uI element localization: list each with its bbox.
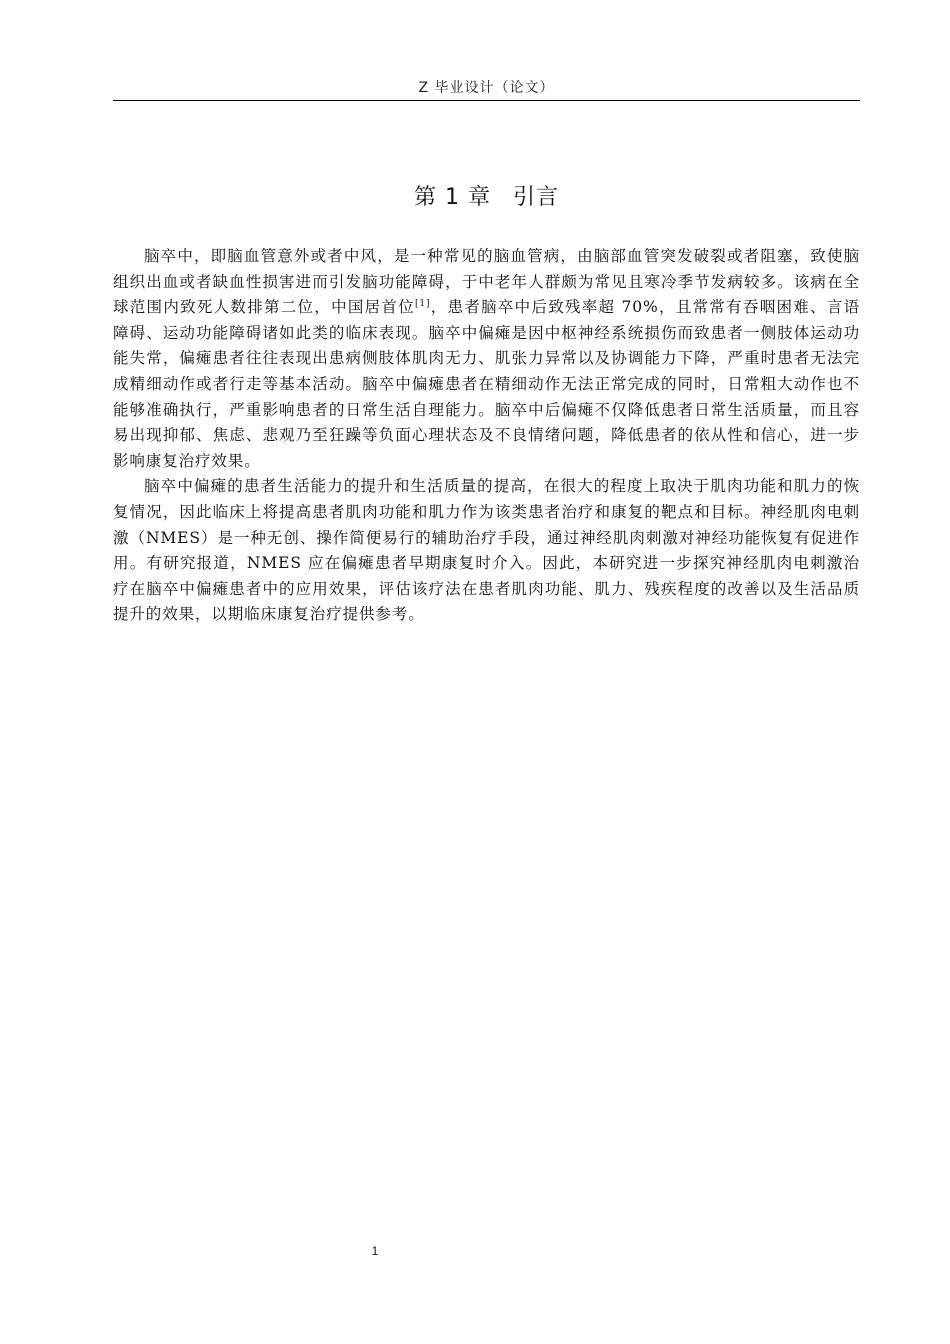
paragraph-2: 脑卒中偏瘫的患者生活能力的提升和生活质量的提高，在很大的程度上取决于肌肉功能和肌力的恢复情况，因此临床上将提高患者肌肉功能和肌力作为该类患者治疗和康复的靶点和目标。神经肌肉电刺激（NMES）是一种无创、操作简便易行的辅助治疗手段，通过神经肌肉刺激对神经功能恢复有促进作用。有研究报道，NMES 应在偏瘫患者早期康复时介入。因此，本研究进一步探究神经肌肉电刺激治疗在脑卒中偏瘫患者中的应用效果，评估该疗法在患者肌肉功能、肌力、残疾程度的改善以及生活品质提升的效果，以期临床康复治疗提供参考。 (113, 477, 860, 624)
paragraph-1-text-a: 脑卒中，即脑血管意外或者中风，是一种常见的脑血管病，由脑部血管突发破裂或者阻塞，致使脑组织出血或者缺血性损害进而引发脑功能障碍，于中老年人群颇为常见且寒冷季节发病较多。该病在全球范围内致死人数排第二位，中国居首位 (113, 247, 860, 317)
header-divider (113, 100, 860, 101)
citation-reference: [1] (414, 299, 431, 310)
chapter-title: 引言 (512, 185, 559, 210)
chapter-heading (113, 180, 860, 211)
paragraph-1 (113, 244, 860, 474)
paragraph-1-text-b: ，患者脑卒中后致残率超 70%，且常常有吞咽困难、言语障碍、运动功能障碍诸如此类的临床表现。脑卒中偏瘫是因中枢神经系统损伤而致患者一侧肢体运动功能失常，偏瘫患者往往表现出患病侧肢体肌肉无力、肌张力异常以及协调能力下降，严重时患者无法完成精细动作或者行走等基本活动。脑卒中偏瘫患者在精细动作无法正常完成的同时，日常粗大动作也不能够准确执行，严重影响患者的日常生活自理能力。脑卒中后偏瘫不仅降低患者日常生活质量，而且容易出现抑郁、焦虑、悲观乃至狂躁等负面心理状态及不良情绪问题，降低患者的依从性和信心，进一步影响康复治疗效果。 (113, 298, 860, 470)
page-number: 1 (371, 1244, 379, 1258)
chapter-number: 第 1 章 (414, 185, 491, 210)
page-header: Z 毕业设计（论文） (418, 80, 555, 96)
body-text (113, 244, 860, 628)
